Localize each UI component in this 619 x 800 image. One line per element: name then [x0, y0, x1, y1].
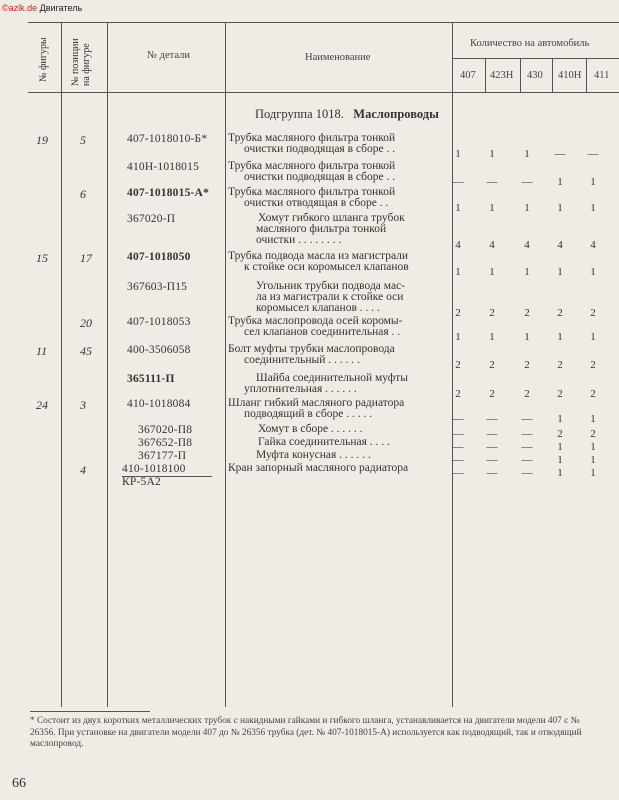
part-number: 367020-П — [127, 213, 176, 225]
qty-430: — — [521, 454, 533, 466]
position-number: 4 — [80, 463, 86, 477]
col-divider-2 — [107, 22, 108, 707]
footnote: * Состоит из двух коротких металлических трубок с накидными гайками и гибкого шланга, устанавливается на двигатели модели 407 с № 26356. При установке на двигатели модели 407 до № 26356 трубка (дет. № 407-1018015-А) используется как подводящий, так и отводящий маслопровод. — [30, 716, 582, 749]
part-name-line: Кран запорный масляного радиатора — [228, 462, 409, 474]
position-number: 45 — [80, 344, 92, 358]
qty-411: 4 — [590, 239, 596, 251]
qty-430: 2 — [524, 359, 530, 371]
position-number: 17 — [80, 251, 92, 265]
qty-407: 2 — [455, 307, 461, 319]
qty-423н: 4 — [489, 239, 495, 251]
qty-411: 2 — [590, 359, 596, 371]
part-number: 367603-П15 — [127, 281, 188, 293]
qty-410н: 4 — [557, 239, 563, 251]
qty-423н: 1 — [489, 331, 495, 343]
qty-411: 1 — [590, 266, 596, 278]
qty-411: — — [587, 148, 599, 160]
footnote-rule — [30, 711, 150, 712]
qty-423н: — — [486, 454, 498, 466]
part-name-line: Гайка соединительная . . . . — [258, 436, 390, 448]
qty-430: 1 — [524, 148, 530, 160]
qty-430: 4 — [524, 239, 530, 251]
part-name-line: уплотнительная . . . . . . — [244, 383, 357, 395]
part-name-line: очистки . . . . . . . . — [256, 234, 342, 246]
header-position-text: № позиции на фигуре — [70, 38, 92, 86]
qty-411: 1 — [590, 467, 596, 479]
qty-410н: 1 — [557, 413, 563, 425]
header-bottom-rule — [28, 92, 619, 93]
part-name-line: масляного фильтра тонкой — [256, 223, 387, 235]
part-number: 407-1018050 — [127, 251, 191, 263]
qty-sub-rule — [452, 58, 619, 59]
qty-407: — — [452, 413, 464, 425]
header-part-number: № детали — [147, 50, 190, 61]
qty-407: — — [452, 176, 464, 188]
qty-430: — — [521, 467, 533, 479]
header-position-number — [70, 26, 92, 86]
qty-430: 1 — [524, 202, 530, 214]
part-name-line: Хомут гибкого шланга трубок — [258, 212, 405, 224]
qty-410н: 1 — [557, 441, 563, 453]
qty-divider-2 — [520, 58, 521, 93]
qty-407: 1 — [455, 202, 461, 214]
part-name-line: ла из магистрали к стойке оси — [256, 291, 404, 303]
part-name-line: подводящий в сборе . . . . . — [244, 408, 373, 420]
part-number: 367177-П — [138, 450, 187, 462]
col-divider-1 — [61, 22, 62, 707]
part-number: 367020-П8 — [138, 424, 193, 436]
header-model-430: 430 — [527, 70, 543, 81]
header-model-410n: 410Н — [558, 70, 582, 81]
part-name-line: Муфта конусная . . . . . . — [256, 449, 371, 461]
part-name-line: к стойке оси коромысел клапанов — [244, 261, 409, 273]
part-name-line: сел клапанов соединительная . . — [244, 326, 401, 338]
part-name-line: Угольник трубки подвода мас- — [256, 280, 406, 292]
qty-410н: 1 — [557, 454, 563, 466]
qty-407: — — [452, 441, 464, 453]
fig-number: 11 — [36, 344, 48, 358]
position-number: 20 — [80, 316, 92, 330]
qty-411: 1 — [590, 202, 596, 214]
qty-407: — — [452, 428, 464, 440]
part-name-line: Шайба соединительной муфты — [256, 372, 408, 384]
qty-divider-1 — [485, 58, 486, 93]
part-name-line: Хомут в сборе . . . . . . — [258, 423, 363, 435]
part-name-line: очистки подводящая в сборе . . — [244, 171, 396, 183]
part-number: 365111-П — [127, 373, 175, 385]
qty-411: 2 — [590, 428, 596, 440]
part-number: 410Н-1018015 — [127, 161, 200, 173]
qty-410н: 1 — [557, 331, 563, 343]
qty-423н: 2 — [489, 307, 495, 319]
qty-423н: — — [486, 413, 498, 425]
part-number: 400-3506058 — [127, 344, 191, 356]
qty-423н: — — [486, 467, 498, 479]
header-fig-number: № фигуры — [38, 37, 49, 82]
qty-407: 1 — [455, 331, 461, 343]
part-number: 407-1018053 — [127, 316, 191, 328]
qty-407: — — [452, 467, 464, 479]
qty-410н: 2 — [557, 428, 563, 440]
qty-407: — — [452, 454, 464, 466]
part-name-line: Трубка маслопровода осей коромы- — [228, 315, 403, 327]
qty-430: 2 — [524, 307, 530, 319]
part-number: 367652-П8 — [138, 437, 193, 449]
header-model-423n: 423Н — [490, 70, 514, 81]
fig-number: 15 — [36, 251, 48, 265]
fig-number: 19 — [36, 133, 48, 147]
subgroup-name: Маслопроводы — [353, 107, 439, 121]
fig-number: 24 — [36, 398, 48, 412]
qty-430: — — [521, 428, 533, 440]
qty-divider-3 — [552, 58, 553, 93]
part-name-line: очистки подводящая в сборе . . — [244, 143, 396, 155]
part-name-line: Трубка масляного фильтра тонкой — [228, 186, 396, 198]
qty-407: 4 — [455, 239, 461, 251]
qty-411: 1 — [590, 413, 596, 425]
qty-410н: 1 — [557, 266, 563, 278]
part-number: КР-5А2 — [122, 476, 161, 488]
qty-411: 1 — [590, 454, 596, 466]
part-name-line: Трубка подвода масла из магистрали — [228, 250, 409, 262]
watermark — [2, 3, 82, 13]
qty-411: 1 — [590, 441, 596, 453]
qty-423н: — — [486, 176, 498, 188]
header-model-411: 411 — [594, 70, 610, 81]
qty-423н: 2 — [489, 388, 495, 400]
part-number: 407-1018010-Б* — [127, 133, 208, 145]
qty-430: 1 — [524, 266, 530, 278]
qty-423н: 1 — [489, 266, 495, 278]
part-name-line: Трубка масляного фильтра тонкой — [228, 132, 396, 144]
qty-423н: — — [486, 428, 498, 440]
subgroup-title — [255, 107, 439, 122]
part-number: 410-1018084 — [127, 398, 191, 410]
position-number: 6 — [80, 187, 86, 201]
qty-430: — — [521, 176, 533, 188]
qty-410н: 2 — [557, 359, 563, 371]
part-name-line: соединительный . . . . . . — [244, 354, 360, 366]
position-number: 5 — [80, 133, 86, 147]
qty-430: — — [521, 441, 533, 453]
page-number: 66 — [12, 776, 26, 791]
qty-410н: 2 — [557, 307, 563, 319]
qty-423н: — — [486, 441, 498, 453]
qty-407: 2 — [455, 388, 461, 400]
part-name-line: Трубка масляного фильтра тонкой — [228, 160, 396, 172]
qty-430: 2 — [524, 388, 530, 400]
qty-410н: — — [554, 148, 566, 160]
qty-430: 1 — [524, 331, 530, 343]
qty-407: 1 — [455, 266, 461, 278]
qty-411: 2 — [590, 388, 596, 400]
qty-411: 1 — [590, 331, 596, 343]
qty-410н: 2 — [557, 388, 563, 400]
subgroup-code: Подгруппа 1018. — [255, 107, 344, 121]
part-name-line: Болт муфты трубки маслопровода — [228, 343, 395, 355]
watermark-overlay: Двигатель — [39, 3, 83, 13]
part-number: 407-1018015-А* — [127, 187, 210, 199]
part-name-line: Шланг гибкий масляного радиатора — [228, 397, 405, 409]
part-name-line: коромысел клапанов . . . . — [256, 302, 380, 314]
qty-423н: 2 — [489, 359, 495, 371]
qty-410н: 1 — [557, 202, 563, 214]
position-number: 3 — [80, 398, 86, 412]
qty-423н: 1 — [489, 148, 495, 160]
qty-411: 2 — [590, 307, 596, 319]
qty-407: 1 — [455, 148, 461, 160]
header-model-407: 407 — [460, 70, 476, 81]
qty-423н: 1 — [489, 202, 495, 214]
watermark-site: ©azlk.de — [2, 3, 38, 13]
qty-411: 1 — [590, 176, 596, 188]
header-qty-title: Количество на автомобиль — [470, 38, 590, 49]
header-name: Наименование — [305, 52, 371, 63]
col-divider-3 — [225, 22, 226, 707]
qty-divider-4 — [586, 58, 587, 93]
table-top-rule — [28, 22, 619, 23]
qty-410н: 1 — [557, 467, 563, 479]
part-name-line: очистки отводящая в сборе . . — [244, 197, 389, 209]
qty-430: — — [521, 413, 533, 425]
qty-407: 2 — [455, 359, 461, 371]
part-number: 410-1018100 — [122, 463, 186, 475]
qty-410н: 1 — [557, 176, 563, 188]
